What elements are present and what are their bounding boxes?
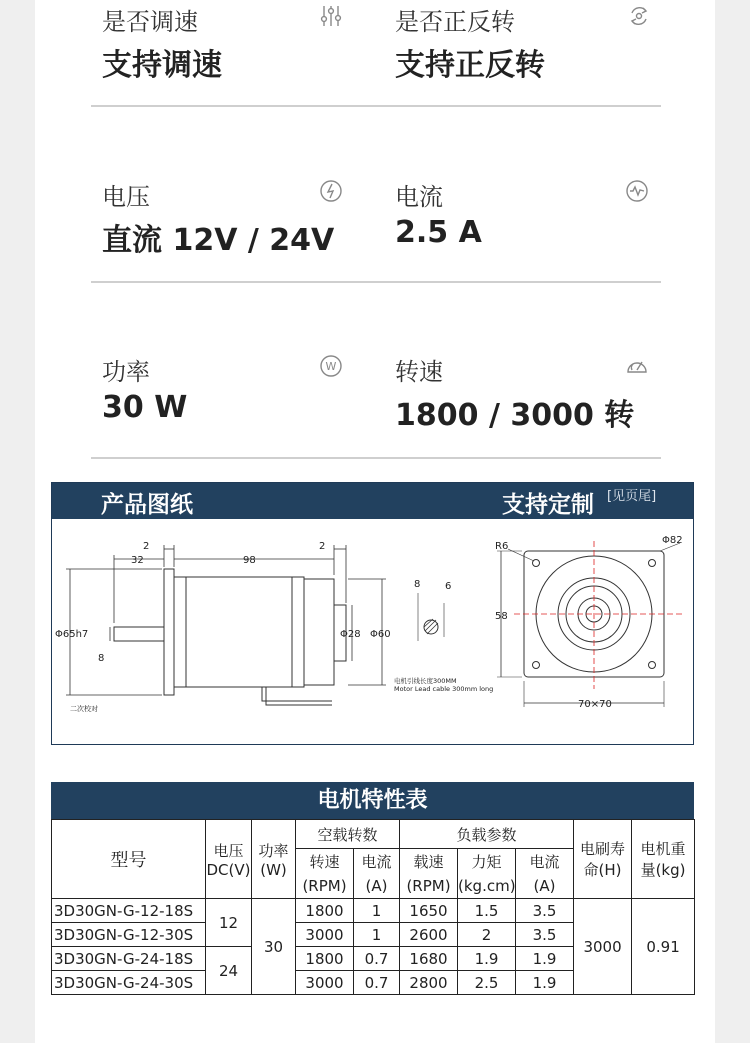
motor-characteristics-table bbox=[51, 782, 694, 995]
header-speed: 转速 bbox=[296, 849, 354, 875]
note-second-proof: 二次校对 bbox=[70, 705, 98, 713]
svg-text:70×70: 70×70 bbox=[578, 699, 612, 710]
custom-support-label: 支持定制 bbox=[502, 492, 594, 518]
unit-rpm: (RPM) bbox=[296, 875, 354, 899]
cell-l-speed: 1680 bbox=[400, 947, 458, 971]
cell-model: 3D30GN-G-24-30S bbox=[52, 971, 206, 995]
shaft-key-section bbox=[394, 579, 493, 693]
side-dimension-lines bbox=[66, 545, 386, 695]
dim-2a: 2 bbox=[143, 541, 150, 552]
current-wave-icon bbox=[625, 179, 649, 203]
motor-front-view bbox=[495, 535, 684, 710]
header-current: 电流 bbox=[354, 849, 400, 875]
header-load-current: 电流 bbox=[516, 849, 574, 875]
watt-icon bbox=[319, 354, 343, 378]
voltage-icon bbox=[319, 179, 343, 203]
spec-value: 直流 12V / 24V bbox=[102, 223, 335, 258]
cell-nl-speed: 1800 bbox=[296, 947, 354, 971]
cell-nl-current: 1 bbox=[354, 899, 400, 923]
svg-text:8: 8 bbox=[414, 579, 421, 590]
cell-model: 3D30GN-G-12-18S bbox=[52, 899, 206, 923]
spec-table bbox=[51, 819, 695, 995]
product-drawing-panel bbox=[51, 482, 694, 745]
speedometer-icon bbox=[625, 354, 649, 378]
cell-nl-speed: 1800 bbox=[296, 899, 354, 923]
unit-amp: (A) bbox=[516, 875, 574, 899]
cell-power: 30 bbox=[252, 899, 296, 995]
spec-label: 是否调速 bbox=[102, 8, 198, 36]
dim-phi60: Φ60 bbox=[370, 629, 391, 640]
svg-text:Φ82: Φ82 bbox=[662, 535, 683, 546]
cell-brush-life: 3000 bbox=[574, 899, 632, 995]
cell-weight: 0.91 bbox=[632, 899, 695, 995]
divider bbox=[91, 281, 661, 283]
svg-text:6: 6 bbox=[445, 581, 452, 592]
svg-text:W: W bbox=[325, 360, 337, 373]
dim-32: 32 bbox=[131, 555, 144, 566]
cell-l-current: 3.5 bbox=[516, 923, 574, 947]
sliders-icon bbox=[319, 4, 343, 28]
table-header-row bbox=[52, 820, 695, 849]
svg-text:R6: R6 bbox=[495, 541, 509, 552]
cell-l-current: 1.9 bbox=[516, 971, 574, 995]
divider bbox=[91, 457, 661, 459]
rotate-icon bbox=[627, 4, 651, 28]
cell-voltage: 24 bbox=[206, 947, 252, 995]
cell-l-speed: 2600 bbox=[400, 923, 458, 947]
see-page-end-note: [见页尾] bbox=[607, 489, 657, 504]
cell-nl-current: 0.7 bbox=[354, 971, 400, 995]
spec-rotation-speed bbox=[395, 352, 655, 432]
header-noload: 空载转数 bbox=[296, 820, 400, 849]
spec-current bbox=[395, 177, 655, 257]
header-power: 功率 (W) bbox=[252, 820, 296, 899]
divider bbox=[91, 105, 661, 107]
cell-nl-current: 1 bbox=[354, 923, 400, 947]
svg-text:58: 58 bbox=[495, 611, 508, 622]
cell-nl-speed: 3000 bbox=[296, 971, 354, 995]
unit-torque: (kg.cm) bbox=[458, 875, 516, 899]
motor-side-view bbox=[114, 569, 346, 705]
cell-torque: 2.5 bbox=[458, 971, 516, 995]
header-load: 负载参数 bbox=[400, 820, 574, 849]
header-load-speed: 载速 bbox=[400, 849, 458, 875]
spec-value: 1800 / 3000 转 bbox=[395, 398, 635, 433]
svg-text:电机引线长度300MM: 电机引线长度300MM bbox=[394, 677, 457, 685]
spec-value: 30 W bbox=[102, 390, 188, 425]
cell-l-current: 1.9 bbox=[516, 947, 574, 971]
header-voltage: 电压 DC(V) bbox=[206, 820, 252, 899]
unit-amp: (A) bbox=[354, 875, 400, 899]
spec-speed-control bbox=[102, 2, 352, 82]
svg-text:Motor Lead cable 300mm long: Motor Lead cable 300mm long bbox=[394, 685, 494, 693]
unit-rpm: (RPM) bbox=[400, 875, 458, 899]
panel-title: 产品图纸 bbox=[101, 492, 193, 518]
cell-l-speed: 1650 bbox=[400, 899, 458, 923]
cell-model: 3D30GN-G-24-18S bbox=[52, 947, 206, 971]
spec-power bbox=[102, 352, 352, 432]
header-model: 型号 bbox=[52, 820, 206, 899]
dim-2b: 2 bbox=[319, 541, 326, 552]
cell-torque: 2 bbox=[458, 923, 516, 947]
cell-l-speed: 2800 bbox=[400, 971, 458, 995]
panel-header bbox=[52, 483, 693, 519]
cell-model: 3D30GN-G-12-30S bbox=[52, 923, 206, 947]
header-torque: 力矩 bbox=[458, 849, 516, 875]
spec-label: 电流 bbox=[395, 183, 443, 211]
spec-label: 电压 bbox=[102, 183, 150, 211]
spec-label: 是否正反转 bbox=[395, 8, 515, 36]
dim-8: 8 bbox=[98, 653, 105, 664]
dim-98: 98 bbox=[243, 555, 256, 566]
spec-reversible bbox=[395, 2, 655, 82]
spec-voltage bbox=[102, 177, 352, 257]
motor-technical-drawing bbox=[52, 519, 693, 745]
dim-phi28: Φ28 bbox=[340, 629, 361, 640]
cell-voltage: 12 bbox=[206, 899, 252, 947]
cell-torque: 1.9 bbox=[458, 947, 516, 971]
spec-label: 转速 bbox=[395, 358, 443, 386]
spec-value: 支持调速 bbox=[102, 48, 222, 83]
cell-nl-speed: 3000 bbox=[296, 923, 354, 947]
cell-torque: 1.5 bbox=[458, 899, 516, 923]
table-row bbox=[52, 899, 695, 923]
header-weight: 电机重 量(kg) bbox=[632, 820, 695, 899]
spec-value: 2.5 A bbox=[395, 215, 482, 250]
cell-nl-current: 0.7 bbox=[354, 947, 400, 971]
spec-label: 功率 bbox=[102, 358, 150, 386]
dim-phi65: Φ65h7 bbox=[55, 629, 89, 640]
table-title: 电机特性表 bbox=[51, 782, 694, 819]
header-brush-life: 电刷寿 命(H) bbox=[574, 820, 632, 899]
spec-value: 支持正反转 bbox=[395, 48, 545, 83]
cell-l-current: 3.5 bbox=[516, 899, 574, 923]
